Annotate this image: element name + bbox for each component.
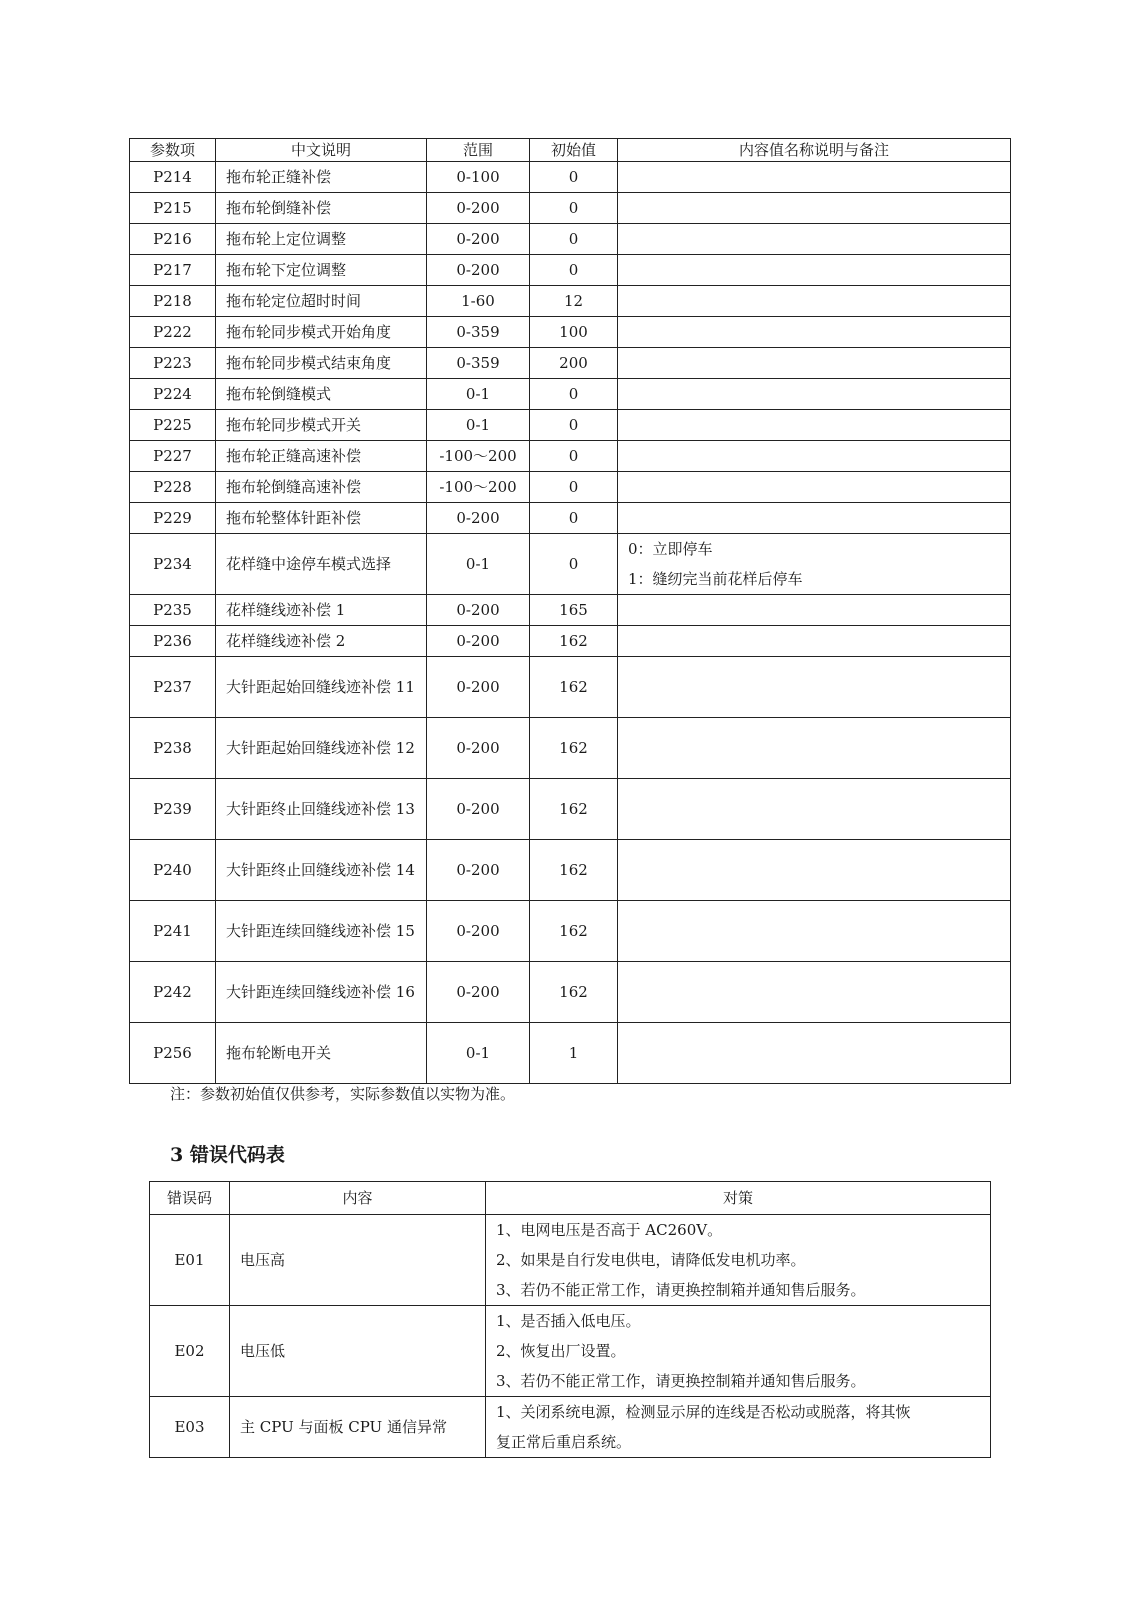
error-measures <box>486 1306 991 1397</box>
param-init: 162 <box>530 626 618 657</box>
table-row <box>130 962 1011 1023</box>
param-code: P238 <box>130 718 216 779</box>
param-note <box>618 657 1011 718</box>
table-row <box>130 317 1011 348</box>
error-content: 电压低 <box>230 1306 486 1397</box>
header-measures: 对策 <box>486 1182 991 1215</box>
param-note <box>618 503 1011 534</box>
error-code: E01 <box>150 1215 230 1306</box>
param-code: P241 <box>130 901 216 962</box>
param-init: 0 <box>530 441 618 472</box>
param-note <box>618 410 1011 441</box>
measure-line: 1、是否插入低电压。 <box>496 1312 641 1330</box>
param-desc: 拖布轮倒缝模式 <box>216 379 427 410</box>
param-desc: 拖布轮正缝补偿 <box>216 162 427 193</box>
table-row <box>130 348 1011 379</box>
param-desc: 拖布轮定位超时时间 <box>216 286 427 317</box>
table-row <box>130 1023 1011 1084</box>
note-line: 0：立即停车 <box>628 540 713 558</box>
param-note <box>618 193 1011 224</box>
section-title: 3 错误代码表 <box>170 1144 285 1166</box>
param-code: P218 <box>130 286 216 317</box>
param-range: 0-1 <box>427 1023 530 1084</box>
measure-line: 1、电网电压是否高于 AC260V。 <box>496 1221 723 1239</box>
param-note <box>618 962 1011 1023</box>
param-desc: 拖布轮断电开关 <box>216 1023 427 1084</box>
table-row <box>130 626 1011 657</box>
header-range: 范围 <box>427 139 530 162</box>
param-range: 0-200 <box>427 901 530 962</box>
param-range: 0-200 <box>427 193 530 224</box>
param-code: P229 <box>130 503 216 534</box>
table-row <box>130 224 1011 255</box>
param-range: 0-1 <box>427 379 530 410</box>
param-range: 0-100 <box>427 162 530 193</box>
param-desc: 拖布轮同步模式结束角度 <box>216 348 427 379</box>
measure-line: 2、恢复出厂设置。 <box>496 1342 626 1360</box>
error-measures <box>486 1215 991 1306</box>
param-init: 100 <box>530 317 618 348</box>
param-code: P228 <box>130 472 216 503</box>
param-code: P256 <box>130 1023 216 1084</box>
param-range: 0-359 <box>427 348 530 379</box>
param-init: 0 <box>530 379 618 410</box>
param-range: 0-200 <box>427 718 530 779</box>
param-code: P216 <box>130 224 216 255</box>
param-range: 0-200 <box>427 840 530 901</box>
param-code: P242 <box>130 962 216 1023</box>
error-code: E03 <box>150 1397 230 1458</box>
param-init: 0 <box>530 534 618 595</box>
table-row <box>130 657 1011 718</box>
error-code: E02 <box>150 1306 230 1397</box>
param-code: P235 <box>130 595 216 626</box>
measure-line: 1、关闭系统电源，检测显示屏的连线是否松动或脱落，将其恢 <box>496 1403 911 1421</box>
param-range: -100～200 <box>427 441 530 472</box>
header-content: 内容 <box>230 1182 486 1215</box>
param-range: -100～200 <box>427 472 530 503</box>
measure-line: 3、若仍不能正常工作，请更换控制箱并通知售后服务。 <box>496 1372 866 1390</box>
param-note <box>618 441 1011 472</box>
param-note <box>618 534 1011 595</box>
param-init: 0 <box>530 472 618 503</box>
param-note <box>618 779 1011 840</box>
table-row <box>130 779 1011 840</box>
param-init: 162 <box>530 840 618 901</box>
param-init: 0 <box>530 224 618 255</box>
param-note <box>618 224 1011 255</box>
param-range: 0-200 <box>427 626 530 657</box>
table-row <box>150 1215 991 1306</box>
param-code: P222 <box>130 317 216 348</box>
error-measures <box>486 1397 991 1458</box>
param-desc: 花样缝中途停车模式选择 <box>216 534 427 595</box>
param-note <box>618 1023 1011 1084</box>
parameter-table <box>129 138 1011 1084</box>
header-param: 参数项 <box>130 139 216 162</box>
table-row <box>130 410 1011 441</box>
measure-line: 复正常后重启系统。 <box>496 1433 632 1451</box>
param-desc: 拖布轮倒缝补偿 <box>216 193 427 224</box>
error-code-table <box>149 1181 991 1458</box>
param-desc: 拖布轮同步模式开始角度 <box>216 317 427 348</box>
param-note <box>618 472 1011 503</box>
param-init: 162 <box>530 962 618 1023</box>
measure-line: 3、若仍不能正常工作，请更换控制箱并通知售后服务。 <box>496 1281 866 1299</box>
table-row <box>130 472 1011 503</box>
param-init: 0 <box>530 255 618 286</box>
param-range: 0-200 <box>427 255 530 286</box>
param-init: 12 <box>530 286 618 317</box>
table-row <box>130 193 1011 224</box>
param-init: 0 <box>530 503 618 534</box>
param-init: 162 <box>530 779 618 840</box>
error-table-header <box>150 1182 991 1215</box>
param-code: P227 <box>130 441 216 472</box>
param-code: P236 <box>130 626 216 657</box>
param-desc: 花样缝线迹补偿 2 <box>216 626 427 657</box>
param-code: P217 <box>130 255 216 286</box>
parameter-table-header <box>130 139 1011 162</box>
header-note: 内容值名称说明与备注 <box>618 139 1011 162</box>
header-desc: 中文说明 <box>216 139 427 162</box>
param-desc: 大针距连续回缝线迹补偿 16 <box>216 962 427 1023</box>
param-desc: 拖布轮正缝高速补偿 <box>216 441 427 472</box>
param-init: 162 <box>530 901 618 962</box>
table-row <box>130 503 1011 534</box>
param-init: 0 <box>530 193 618 224</box>
param-range: 0-1 <box>427 534 530 595</box>
table-row <box>130 534 1011 595</box>
param-note <box>618 348 1011 379</box>
param-note <box>618 595 1011 626</box>
param-init: 162 <box>530 657 618 718</box>
param-range: 0-200 <box>427 224 530 255</box>
table-row <box>130 162 1011 193</box>
param-init: 0 <box>530 162 618 193</box>
param-desc: 拖布轮整体针距补偿 <box>216 503 427 534</box>
param-desc: 大针距连续回缝线迹补偿 15 <box>216 901 427 962</box>
error-content: 电压高 <box>230 1215 486 1306</box>
param-note <box>618 379 1011 410</box>
param-desc: 大针距起始回缝线迹补偿 12 <box>216 718 427 779</box>
param-note <box>618 162 1011 193</box>
param-code: P223 <box>130 348 216 379</box>
param-code: P224 <box>130 379 216 410</box>
note-line: 1：缝纫完当前花样后停车 <box>628 570 803 588</box>
table-row <box>130 379 1011 410</box>
header-error-code: 错误码 <box>150 1182 230 1215</box>
table-row <box>130 286 1011 317</box>
param-code: P214 <box>130 162 216 193</box>
param-desc: 拖布轮同步模式开关 <box>216 410 427 441</box>
param-note <box>618 840 1011 901</box>
param-range: 0-200 <box>427 779 530 840</box>
table-row <box>150 1306 991 1397</box>
param-range: 0-359 <box>427 317 530 348</box>
param-range: 0-200 <box>427 503 530 534</box>
param-init: 165 <box>530 595 618 626</box>
param-desc: 大针距终止回缝线迹补偿 13 <box>216 779 427 840</box>
param-init: 162 <box>530 718 618 779</box>
param-code: P234 <box>130 534 216 595</box>
table-row <box>130 255 1011 286</box>
param-note <box>618 626 1011 657</box>
measure-line: 2、如果是自行发电供电，请降低发电机功率。 <box>496 1251 806 1269</box>
param-range: 1-60 <box>427 286 530 317</box>
param-desc: 大针距起始回缝线迹补偿 11 <box>216 657 427 718</box>
param-init: 200 <box>530 348 618 379</box>
param-code: P240 <box>130 840 216 901</box>
param-range: 0-200 <box>427 962 530 1023</box>
table-row <box>130 718 1011 779</box>
param-note <box>618 718 1011 779</box>
param-note <box>618 286 1011 317</box>
param-desc: 拖布轮上定位调整 <box>216 224 427 255</box>
param-code: P215 <box>130 193 216 224</box>
param-code: P237 <box>130 657 216 718</box>
param-range: 0-200 <box>427 657 530 718</box>
param-init: 1 <box>530 1023 618 1084</box>
param-range: 0-200 <box>427 595 530 626</box>
header-init: 初始值 <box>530 139 618 162</box>
error-content: 主 CPU 与面板 CPU 通信异常 <box>230 1397 486 1458</box>
footnote: 注：参数初始值仅供参考，实际参数值以实物为准。 <box>170 1085 516 1103</box>
param-note <box>618 255 1011 286</box>
table-row <box>130 595 1011 626</box>
param-desc: 拖布轮倒缝高速补偿 <box>216 472 427 503</box>
table-row <box>150 1397 991 1458</box>
param-desc: 花样缝线迹补偿 1 <box>216 595 427 626</box>
param-init: 0 <box>530 410 618 441</box>
table-row <box>130 901 1011 962</box>
table-row <box>130 840 1011 901</box>
table-row <box>130 441 1011 472</box>
param-desc: 拖布轮下定位调整 <box>216 255 427 286</box>
param-desc: 大针距终止回缝线迹补偿 14 <box>216 840 427 901</box>
param-code: P225 <box>130 410 216 441</box>
param-note <box>618 317 1011 348</box>
param-code: P239 <box>130 779 216 840</box>
param-range: 0-1 <box>427 410 530 441</box>
param-note <box>618 901 1011 962</box>
